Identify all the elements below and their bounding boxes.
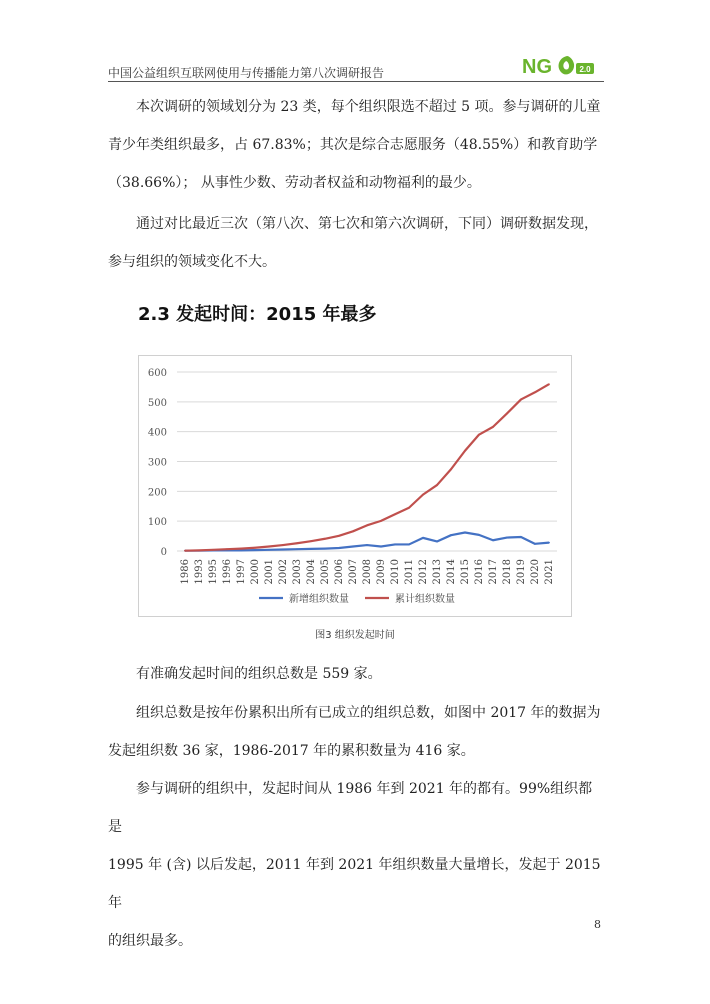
data-point xyxy=(296,548,298,550)
x-tick-label: 2003 xyxy=(292,559,303,585)
x-tick-label: 2000 xyxy=(250,559,261,585)
data-point xyxy=(240,550,242,552)
data-point xyxy=(184,550,186,552)
data-point xyxy=(534,543,536,545)
x-tick-label: 2002 xyxy=(278,559,289,585)
y-tick-label: 600 xyxy=(147,368,167,379)
x-tick-label: 2014 xyxy=(446,559,457,585)
data-point xyxy=(254,549,256,551)
data-point xyxy=(394,513,396,515)
data-point xyxy=(492,539,494,541)
page-header xyxy=(108,58,604,82)
data-point xyxy=(464,532,466,534)
x-tick-label: 1995 xyxy=(208,559,219,585)
x-tick-label: 2017 xyxy=(488,559,499,585)
data-point xyxy=(548,383,550,385)
data-point xyxy=(324,548,326,550)
header-title: 中国公益组织互联网使用与传播能力第八次调研报告 xyxy=(108,66,385,80)
data-point xyxy=(422,537,424,539)
data-point xyxy=(338,535,340,537)
line-chart xyxy=(139,356,571,616)
x-tick-label: 2016 xyxy=(474,559,485,585)
x-tick-label: 2020 xyxy=(530,559,541,585)
x-tick-label: 2011 xyxy=(404,559,415,585)
data-point xyxy=(520,399,522,401)
data-point xyxy=(422,494,424,496)
data-point xyxy=(268,549,270,551)
header-divider xyxy=(108,81,604,82)
y-tick-label: 400 xyxy=(147,427,167,439)
page-number: 8 xyxy=(594,918,601,931)
chart-container xyxy=(138,355,572,617)
data-point xyxy=(226,548,228,550)
y-tick-label: 0 xyxy=(160,547,167,558)
data-point xyxy=(478,534,480,536)
data-point xyxy=(338,547,340,549)
data-point xyxy=(464,450,466,452)
data-point xyxy=(380,520,382,522)
data-point xyxy=(254,547,256,549)
svg-text:NG: NG xyxy=(522,56,552,78)
legend-label: 累计组织数量 xyxy=(395,594,455,605)
paragraph-domains: 本次调研的领域划分为 23 类，每个组织限选不超过 5 项。参与调研的儿童 青少年类组织最多，占 67.83%；其次是综合志愿服务（48.55%）和教育助学 （38.66%）； 从事性少数、劳动者权益和动物福利的最少。 xyxy=(108,99,601,191)
section-title: 2.3 发起时间：2015 年最多 xyxy=(138,304,377,325)
x-tick-label: 1997 xyxy=(236,559,247,585)
data-point xyxy=(366,524,368,526)
figure-caption: 图3 组织发起时间 xyxy=(315,630,395,641)
x-tick-label: 2010 xyxy=(390,559,401,585)
x-tick-label: 2008 xyxy=(362,559,373,585)
data-point xyxy=(394,544,396,546)
data-point xyxy=(282,549,284,551)
legend-label: 新增组织数量 xyxy=(289,594,349,605)
data-point xyxy=(366,544,368,546)
data-point xyxy=(436,484,438,486)
x-tick-label: 1996 xyxy=(222,559,233,585)
data-point xyxy=(506,537,508,539)
data-point xyxy=(492,426,494,428)
data-point xyxy=(380,546,382,548)
data-point xyxy=(352,530,354,532)
data-point xyxy=(296,542,298,544)
data-point xyxy=(268,546,270,548)
x-tick-label: 2013 xyxy=(432,559,443,585)
x-tick-label: 2005 xyxy=(320,559,331,585)
x-tick-label: 2021 xyxy=(544,559,555,585)
x-tick-label: 2012 xyxy=(418,559,429,585)
x-tick-label: 2019 xyxy=(516,559,527,585)
y-tick-label: 500 xyxy=(147,397,167,409)
x-tick-label: 1993 xyxy=(194,559,205,585)
paragraph-total: 有准确发起时间的组织总数是 559 家。 xyxy=(136,666,382,682)
ngo-logo xyxy=(520,52,598,80)
data-point xyxy=(240,548,242,550)
paragraph-cumulative: 组织总数是按年份累积出所有已成立的组织总数，如图中 2017 年的数据为 发起组织数 36 家，1986-2017 年的累积数量为 416 家。 xyxy=(108,705,601,759)
x-tick-label: 2009 xyxy=(376,559,387,585)
x-tick-label: 2007 xyxy=(348,559,359,585)
y-tick-label: 200 xyxy=(147,487,167,499)
data-point xyxy=(310,540,312,542)
x-tick-label: 2001 xyxy=(264,559,275,585)
data-point xyxy=(324,538,326,540)
paragraph-timeline: 参与调研的组织中，发起时间从 1986 年到 2021 年的都有。99%组织都是 1995 年 (含) 以后发起，2011 年到 2021 年组织数量大量增长，发起于 2015 年 的组织最多。 xyxy=(108,781,601,949)
y-tick-label: 300 xyxy=(147,457,167,469)
svg-text:2.0: 2.0 xyxy=(579,65,591,74)
data-point xyxy=(212,549,214,551)
data-point xyxy=(436,541,438,543)
x-tick-label: 2015 xyxy=(460,559,471,585)
paragraph-comparison: 通过对比最近三次（第八次、第七次和第六次调研，下同）调研数据发现， 参与组织的领域变化不大。 xyxy=(108,216,598,270)
data-point xyxy=(408,544,410,546)
data-point xyxy=(408,507,410,509)
data-point xyxy=(506,413,508,415)
x-tick-label: 1986 xyxy=(180,559,191,585)
data-point xyxy=(478,434,480,436)
data-point xyxy=(310,548,312,550)
x-tick-label: 2018 xyxy=(502,559,513,585)
data-point xyxy=(198,550,200,552)
data-point xyxy=(450,534,452,536)
data-point xyxy=(534,391,536,393)
data-point xyxy=(548,542,550,544)
x-tick-label: 2006 xyxy=(334,559,345,585)
y-tick-label: 100 xyxy=(147,517,167,529)
data-point xyxy=(352,546,354,548)
data-point xyxy=(450,468,452,470)
data-point xyxy=(520,536,522,538)
x-tick-label: 2004 xyxy=(306,559,317,585)
data-point xyxy=(282,544,284,546)
